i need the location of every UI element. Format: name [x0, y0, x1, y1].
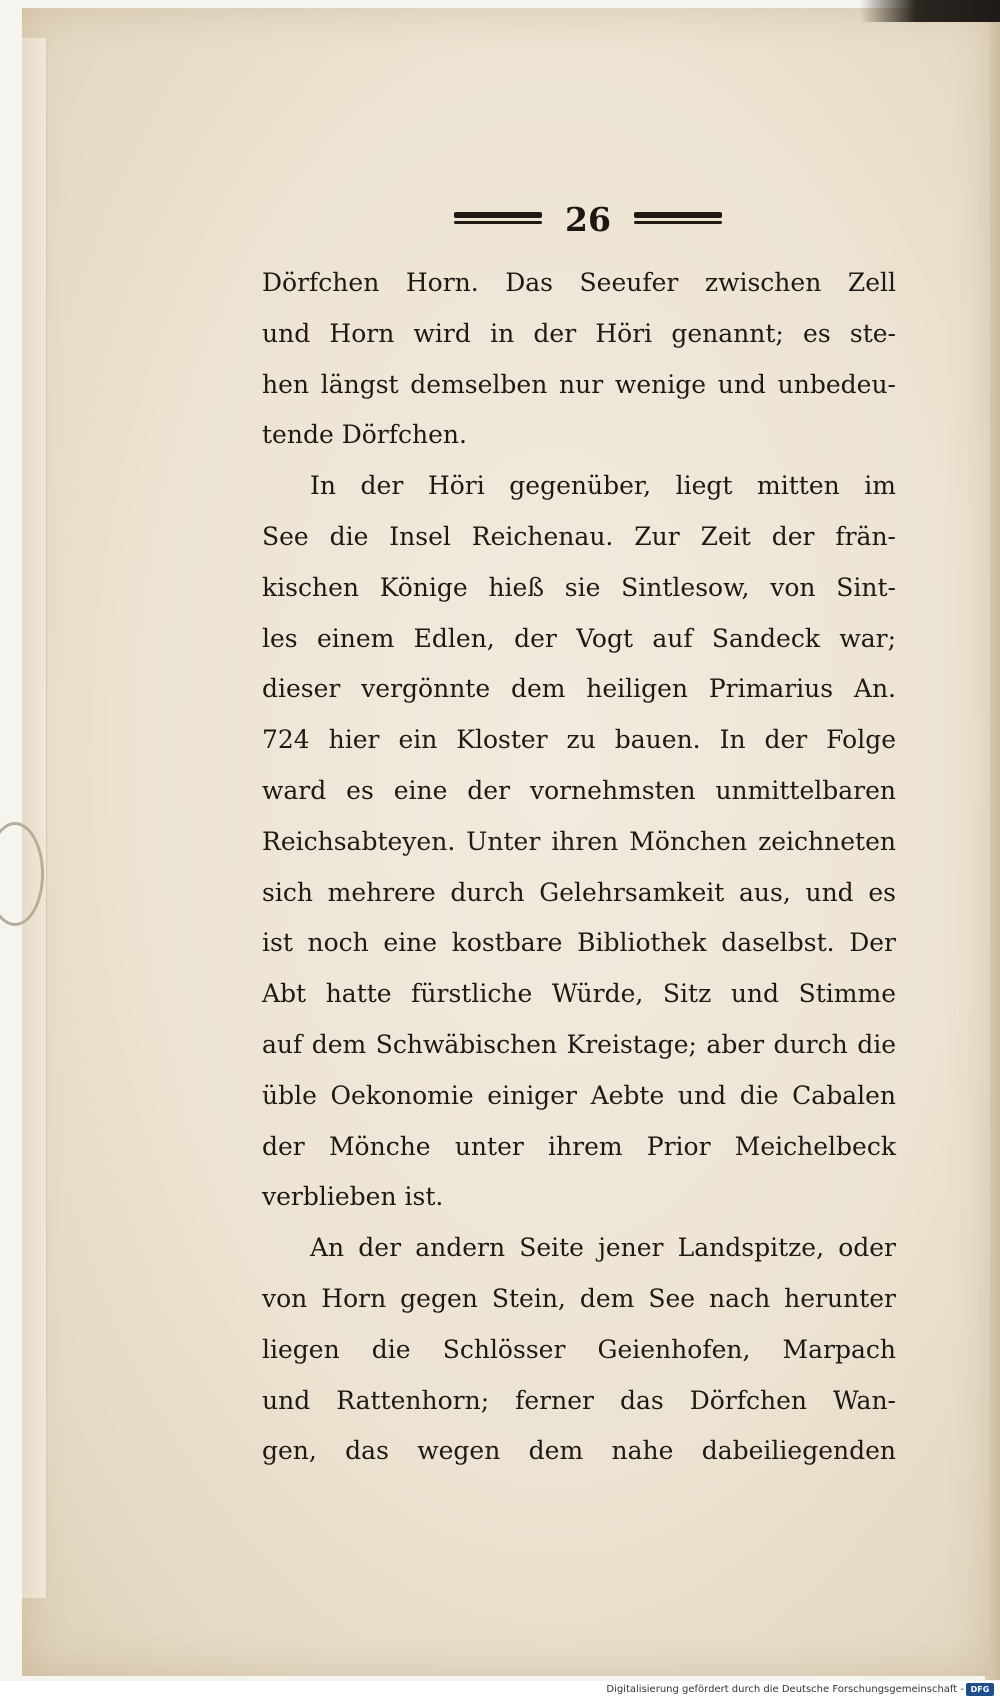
page-header — [448, 200, 728, 240]
text-line: ward es eine der vornehmsten unmittelbaren — [262, 775, 896, 805]
text-line: üble Oekonomie einiger Aebte und die Cabalen — [262, 1080, 896, 1110]
text-line: See die Insel Reichenau. Zur Zeit der frän- — [262, 521, 896, 551]
text-line: dieser vergönnte dem heiligen Primarius An. — [262, 674, 896, 704]
funding-credit: Digitalisierung gefördert durch die Deutsche Forschungsgemeinschaft - — [606, 1684, 964, 1695]
dfg-logo: DFG — [966, 1683, 994, 1696]
text-line: hen längst demselben nur wenige und unbedeu- — [262, 369, 896, 399]
binding-shadow — [860, 0, 1000, 22]
body-text — [262, 258, 896, 1477]
text-line: Reichsabteyen. Unter ihren Mönchen zeichneten — [262, 826, 896, 856]
text-line: ist noch eine kostbare Bibliothek daselbst. Der — [262, 928, 896, 958]
text-line: 724 hier ein Kloster zu bauen. In der Folge — [262, 725, 896, 755]
text-line: sich mehrere durch Gelehrsamkeit aus, und es — [262, 877, 896, 907]
text-line: von Horn gegen Stein, dem See nach herunter — [262, 1283, 896, 1313]
text-line: auf dem Schwäbischen Kreistage; aber durch die — [262, 1029, 896, 1059]
text-line: An der andern Seite jener Landspitze, oder — [310, 1233, 896, 1263]
page-number: 26 — [565, 200, 611, 239]
text-line: und Horn wird in der Höri genannt; es ste- — [262, 318, 896, 348]
text-line: tende Dörfchen. — [262, 420, 467, 450]
text-line: liegen die Schlösser Geienhofen, Marpach — [262, 1334, 896, 1364]
text-line: Dörfchen Horn. Das Seeufer zwischen Zell — [262, 268, 896, 297]
text-line: der Mönche unter ihrem Prior Meichelbeck — [262, 1131, 896, 1161]
page-gutter — [22, 38, 47, 1598]
text-line: gen, das wegen dem nahe dabeiliegenden — [262, 1436, 896, 1466]
text-line: Abt hatte fürstliche Würde, Sitz und Stimme — [262, 979, 896, 1009]
text-line: kischen Könige hieß sie Sintlesow, von Sint- — [262, 572, 896, 602]
text-line: les einem Edlen, der Vogt auf Sandeck war; — [262, 623, 896, 653]
text-line: In der Höri gegenüber, liegt mitten im — [310, 471, 896, 501]
header-rule-left — [454, 212, 542, 226]
header-rule-right — [634, 212, 722, 226]
text-line: und Rattenhorn; ferner das Dörfchen Wan- — [262, 1385, 896, 1415]
text-line: verblieben ist. — [262, 1182, 444, 1212]
